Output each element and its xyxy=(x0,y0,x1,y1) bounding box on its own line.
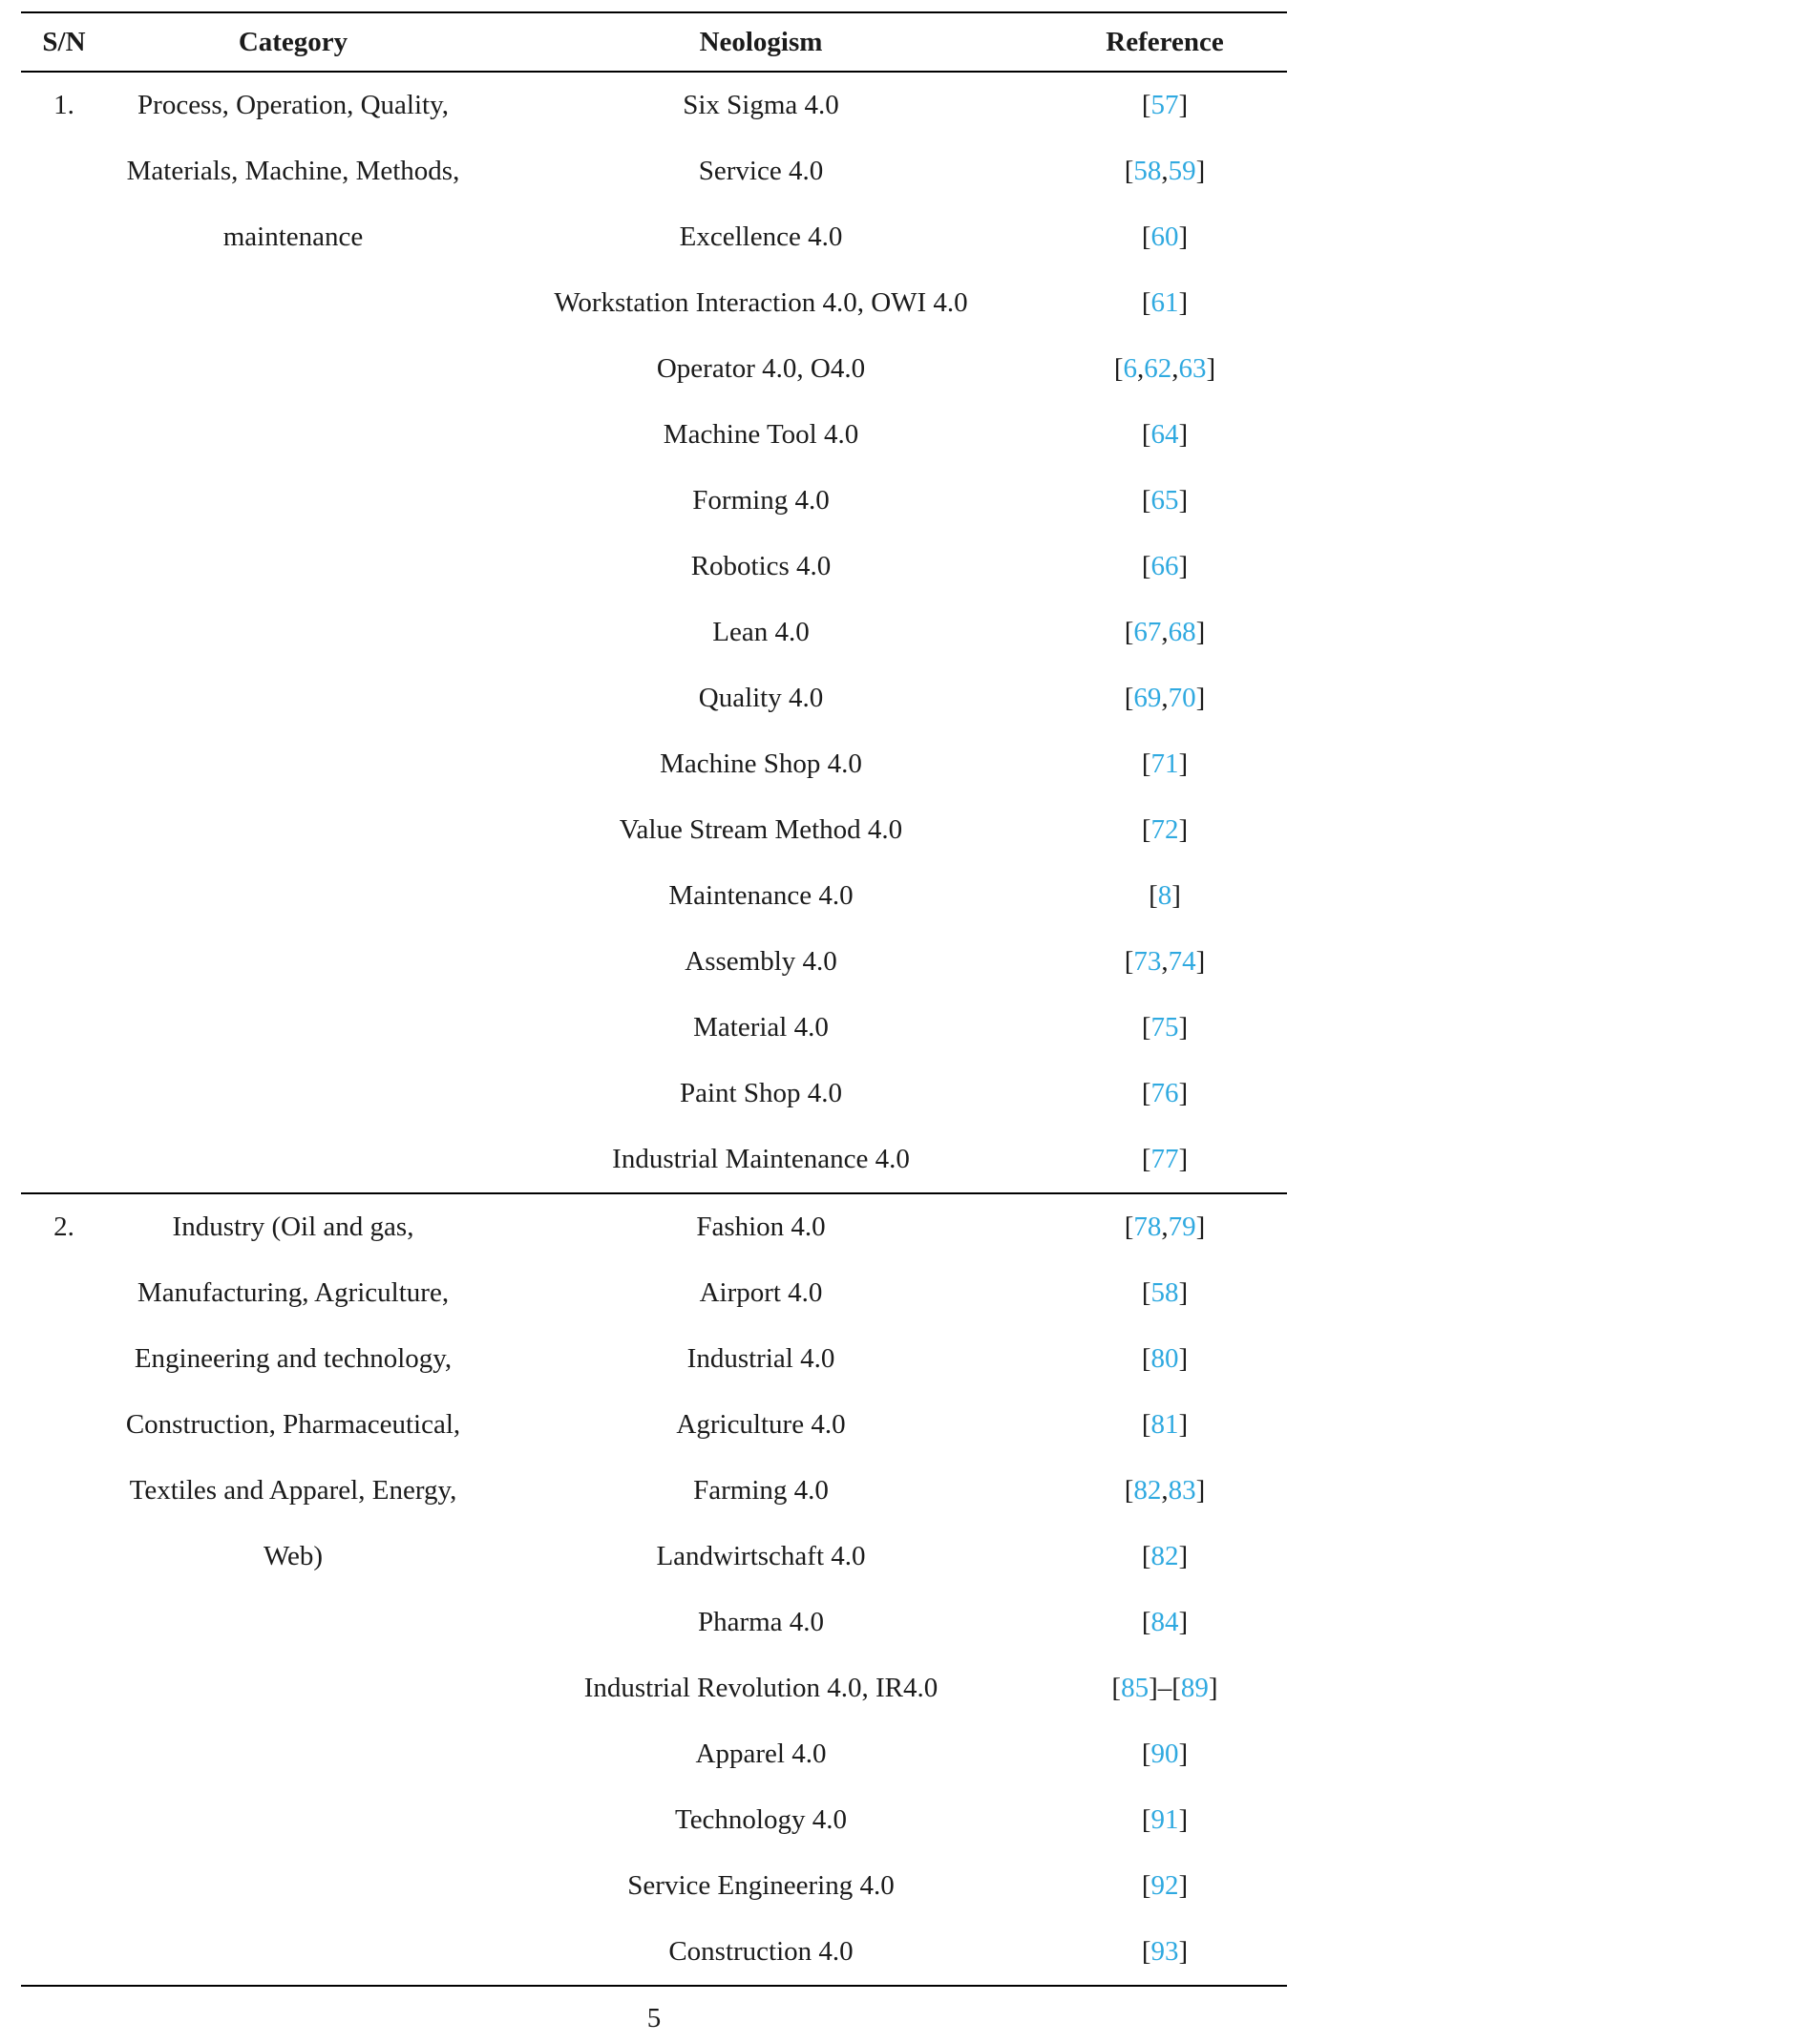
reference-cell: [82,83] xyxy=(1124,1475,1206,1506)
reference-cell: [80] xyxy=(1141,1343,1189,1374)
category-line: Manufacturing, Agriculture, xyxy=(137,1277,450,1308)
reference-cell: [93] xyxy=(1141,1936,1189,1967)
reference-cell: [85]–[89] xyxy=(1111,1673,1218,1703)
reference-cell: [60] xyxy=(1141,221,1189,252)
citation-link[interactable]: 58 xyxy=(1133,156,1162,186)
neologism-cell: Industrial Revolution 4.0, IR4.0 xyxy=(583,1673,939,1703)
reference-cell: [6,62,63] xyxy=(1113,353,1216,384)
reference-cell: [72] xyxy=(1141,814,1189,845)
table-row xyxy=(479,1524,1287,1590)
neologism-cell: Pharma 4.0 xyxy=(697,1607,825,1637)
neologism-cell: Airport 4.0 xyxy=(699,1277,823,1308)
group-rows xyxy=(479,73,1287,1192)
citation-link[interactable]: 58 xyxy=(1150,1277,1179,1308)
category-line: Materials, Machine, Methods, xyxy=(126,156,460,186)
reference-cell: [84] xyxy=(1141,1607,1189,1637)
neologism-cell: Forming 4.0 xyxy=(692,485,830,516)
paper-page-content xyxy=(21,0,1287,2034)
reference-cell: [8] xyxy=(1149,880,1181,911)
table-row xyxy=(479,534,1287,600)
table-row xyxy=(479,1919,1287,1985)
table-row xyxy=(479,731,1287,797)
table-row xyxy=(479,270,1287,336)
sn-column xyxy=(21,1194,107,1985)
reference-cell: [71] xyxy=(1141,748,1189,779)
citation-link[interactable]: 71 xyxy=(1150,748,1179,779)
citation-link[interactable]: 82 xyxy=(1150,1541,1179,1571)
citation-link[interactable]: 62 xyxy=(1144,353,1172,384)
citation-link[interactable]: 80 xyxy=(1150,1343,1179,1374)
category-line: Process, Operation, Quality, xyxy=(137,90,449,120)
reference-cell: [82] xyxy=(1141,1541,1189,1571)
neologism-cell: Apparel 4.0 xyxy=(695,1738,827,1769)
citation-link[interactable]: 85 xyxy=(1121,1673,1150,1703)
table-row xyxy=(479,1392,1287,1458)
neologism-cell: Paint Shop 4.0 xyxy=(680,1078,842,1108)
table-row xyxy=(479,1127,1287,1192)
reference-cell: [81] xyxy=(1141,1409,1189,1440)
citation-link[interactable]: 63 xyxy=(1178,353,1207,384)
citation-link[interactable]: 93 xyxy=(1150,1936,1179,1967)
table-row xyxy=(479,204,1287,270)
neologism-cell: Six Sigma 4.0 xyxy=(683,90,839,120)
table-row xyxy=(479,336,1287,402)
neologism-cell: Landwirtschaft 4.0 xyxy=(656,1541,866,1571)
table-row xyxy=(479,1590,1287,1655)
neologism-cell: Industrial Maintenance 4.0 xyxy=(612,1144,910,1174)
group-rows xyxy=(479,1194,1287,1985)
table-row xyxy=(479,1061,1287,1127)
category-line: Engineering and technology, xyxy=(134,1343,453,1374)
table-row xyxy=(479,1260,1287,1326)
category-cell xyxy=(107,73,479,1192)
reference-cell: [65] xyxy=(1141,485,1189,516)
sn-column xyxy=(21,73,107,1192)
table-row xyxy=(479,468,1287,534)
neologism-cell: Industrial 4.0 xyxy=(686,1343,835,1374)
table-row xyxy=(479,1326,1287,1392)
citation-link[interactable]: 77 xyxy=(1150,1144,1179,1174)
neologism-table xyxy=(21,11,1287,1987)
table-row xyxy=(479,1458,1287,1524)
reference-cell: [92] xyxy=(1141,1870,1189,1901)
citation-link[interactable]: 89 xyxy=(1180,1673,1209,1703)
citation-link[interactable]: 70 xyxy=(1168,683,1196,713)
neologism-cell: Maintenance 4.0 xyxy=(668,880,854,911)
table-row xyxy=(479,73,1287,138)
table-row xyxy=(479,600,1287,665)
citation-link[interactable]: 76 xyxy=(1150,1078,1179,1108)
citation-link[interactable]: 82 xyxy=(1133,1475,1162,1506)
neologism-cell: Workstation Interaction 4.0, OWI 4.0 xyxy=(554,287,968,318)
reference-cell: [75] xyxy=(1141,1012,1189,1043)
table-group xyxy=(21,1194,1287,1987)
neologism-cell: Robotics 4.0 xyxy=(690,551,832,581)
citation-link[interactable]: 84 xyxy=(1150,1607,1179,1637)
citation-link[interactable]: 8 xyxy=(1157,880,1172,911)
category-line: Construction, Pharmaceutical, xyxy=(125,1409,461,1440)
citation-link[interactable]: 74 xyxy=(1168,946,1196,977)
neologism-cell: Construction 4.0 xyxy=(668,1936,854,1967)
serial-number: 2. xyxy=(53,1212,74,1242)
citation-link[interactable]: 61 xyxy=(1150,287,1179,318)
neologism-cell: Farming 4.0 xyxy=(693,1475,829,1506)
table-group xyxy=(21,73,1287,1194)
neologism-cell: Agriculture 4.0 xyxy=(676,1409,846,1440)
neologism-cell: Technology 4.0 xyxy=(675,1804,847,1835)
neologism-cell: Value Stream Method 4.0 xyxy=(619,814,903,845)
table-row xyxy=(479,1194,1287,1260)
reference-cell: [58] xyxy=(1141,1277,1189,1308)
table-row xyxy=(479,402,1287,468)
neologism-cell: Excellence 4.0 xyxy=(679,221,843,252)
citation-link[interactable]: 90 xyxy=(1150,1738,1179,1769)
reference-cell: [76] xyxy=(1141,1078,1189,1108)
table-body xyxy=(21,73,1287,1987)
category-line: Industry (Oil and gas, xyxy=(172,1212,414,1242)
table-row xyxy=(479,995,1287,1061)
neologism-cell: Quality 4.0 xyxy=(698,683,824,713)
citation-link[interactable]: 91 xyxy=(1150,1804,1179,1835)
citation-link[interactable]: 59 xyxy=(1168,156,1196,186)
neologism-cell: Lean 4.0 xyxy=(712,617,810,647)
reference-cell: [91] xyxy=(1141,1804,1189,1835)
page-number: 5 xyxy=(646,2003,662,2033)
table-row xyxy=(479,797,1287,863)
citation-link[interactable]: 75 xyxy=(1150,1012,1179,1043)
table-row xyxy=(479,665,1287,731)
reference-cell: [64] xyxy=(1141,419,1189,450)
neologism-cell: Fashion 4.0 xyxy=(696,1212,826,1242)
citation-link[interactable]: 68 xyxy=(1168,617,1196,647)
citation-link[interactable]: 72 xyxy=(1150,814,1179,845)
neologism-cell: Material 4.0 xyxy=(693,1012,829,1043)
citation-link[interactable]: 57 xyxy=(1150,90,1179,120)
citation-link[interactable]: 73 xyxy=(1133,946,1162,977)
table-row xyxy=(479,929,1287,995)
citation-link[interactable]: 67 xyxy=(1133,617,1162,647)
reference-cell: [57] xyxy=(1141,90,1189,120)
reference-cell: [73,74] xyxy=(1124,946,1206,977)
neologism-cell: Operator 4.0, O4.0 xyxy=(656,353,866,384)
table-row xyxy=(479,1853,1287,1919)
table-row xyxy=(479,1787,1287,1853)
table-row xyxy=(479,138,1287,204)
table-row xyxy=(479,863,1287,929)
citation-link[interactable]: 60 xyxy=(1150,221,1179,252)
header-category: Category xyxy=(238,26,348,57)
category-line: Web) xyxy=(263,1541,324,1571)
reference-cell: [61] xyxy=(1141,287,1189,318)
citation-link[interactable]: 69 xyxy=(1133,683,1162,713)
reference-cell: [78,79] xyxy=(1124,1212,1206,1242)
neologism-cell: Service Engineering 4.0 xyxy=(627,1870,895,1901)
table-row xyxy=(479,1721,1287,1787)
citation-link[interactable]: 78 xyxy=(1133,1212,1162,1242)
neologism-cell: Machine Shop 4.0 xyxy=(660,748,862,779)
citation-link[interactable]: 66 xyxy=(1150,551,1179,581)
reference-cell: [77] xyxy=(1141,1144,1189,1174)
header-sn: S/N xyxy=(42,26,86,57)
table-row xyxy=(479,1655,1287,1721)
citation-link[interactable]: 65 xyxy=(1150,485,1179,516)
citation-link[interactable]: 81 xyxy=(1150,1409,1179,1440)
header-reference: Reference xyxy=(1106,26,1224,57)
header-neologism: Neologism xyxy=(699,26,823,57)
reference-cell: [58,59] xyxy=(1124,156,1206,186)
citation-link[interactable]: 6 xyxy=(1123,353,1137,384)
category-line: maintenance xyxy=(222,221,364,252)
citation-link[interactable]: 64 xyxy=(1150,419,1179,450)
reference-cell: [67,68] xyxy=(1124,617,1206,647)
serial-number: 1. xyxy=(53,90,74,120)
neologism-cell: Machine Tool 4.0 xyxy=(663,419,859,450)
category-line: Textiles and Apparel, Energy, xyxy=(129,1475,457,1506)
citation-link[interactable]: 79 xyxy=(1168,1212,1196,1242)
neologism-cell: Assembly 4.0 xyxy=(685,946,837,977)
neologism-cell: Service 4.0 xyxy=(698,156,824,186)
reference-cell: [66] xyxy=(1141,551,1189,581)
table-header-row xyxy=(21,13,1287,73)
citation-link[interactable]: 92 xyxy=(1150,1870,1179,1901)
citation-link[interactable]: 83 xyxy=(1168,1475,1196,1506)
reference-cell: [90] xyxy=(1141,1738,1189,1769)
reference-cell: [69,70] xyxy=(1124,683,1206,713)
category-cell xyxy=(107,1194,479,1985)
